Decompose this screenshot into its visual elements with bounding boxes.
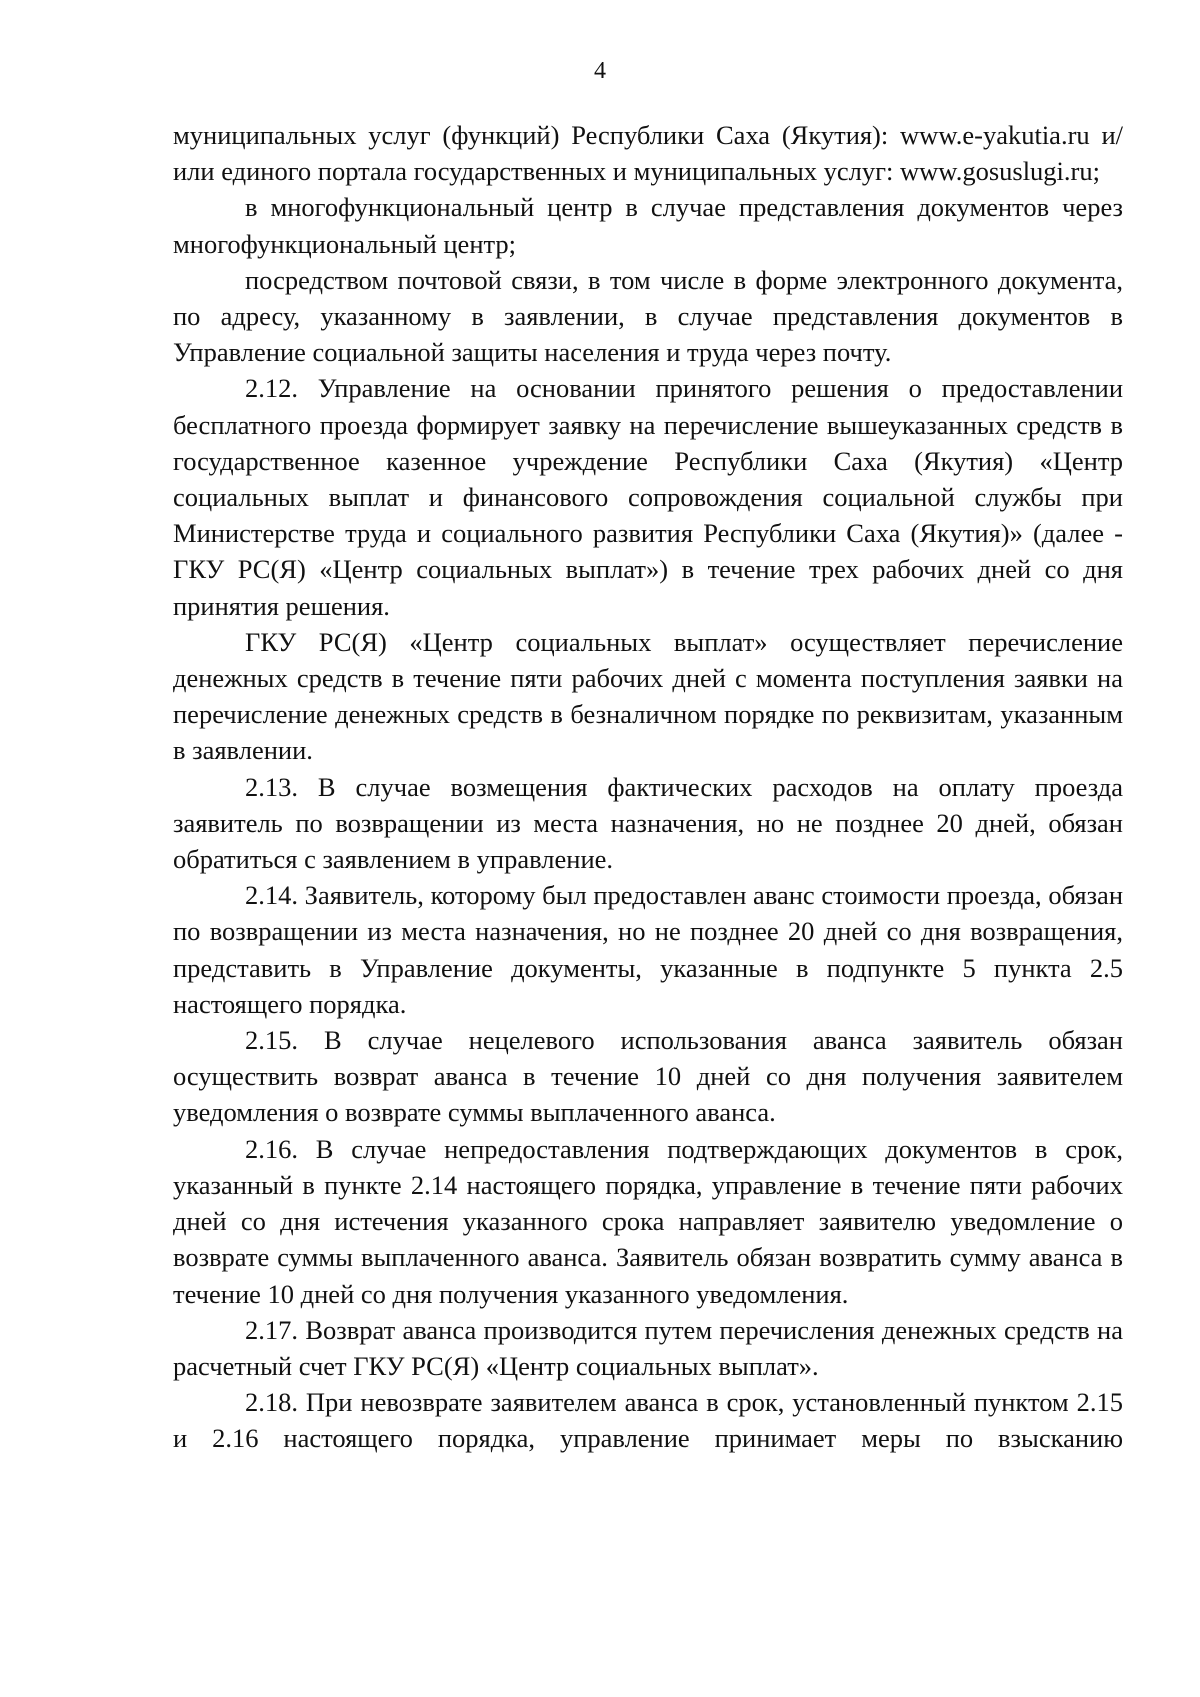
paragraph-2-13: 2.13. В случае возмещения фактических расходов на оплату проезда заявитель по возвращении из места назначения, но не позднее 20 дней, обязан обратиться с заявлением в управление. bbox=[173, 771, 1123, 875]
paragraph-continuation: муниципальных услуг (функций) Республики Саха (Якутия): www.e-yakutia.ru и/или единого портала государственных и муниципальных услуг: www.gosuslugi.ru; bbox=[173, 120, 1123, 187]
document-body bbox=[173, 117, 1123, 1457]
paragraph-mfc-delivery: в многофункциональный центр в случае представления документов через многофункциональный центр; bbox=[173, 192, 1123, 259]
paragraph-post-delivery: посредством почтовой связи, в том числе в форме электронного документа, по адресу, указанному в заявлении, в случае представления документов в Управление социальной защиты населения и труда через почту. bbox=[173, 264, 1123, 368]
paragraph-2-16: 2.16. В случае непредоставления подтверждающих документов в срок, указанный в пункте 2.14 настоящего порядка, управление в течение пяти рабочих дней со дня истечения указанного срока направляет заявителю уведомление о возврате суммы выплаченного аванса. Заявитель обязан возвратить сумму аванса в течение 10 дней со дня получения указанного уведомления. bbox=[173, 1133, 1123, 1309]
paragraph-2-15: 2.15. В случае нецелевого использования аванса заявитель обязан осуществить возврат аванса в течение 10 дней со дня получения заявителем уведомления о возврате суммы выплаченного аванса. bbox=[173, 1025, 1123, 1128]
page-number: 4 bbox=[594, 58, 606, 84]
paragraph-2-17: 2.17. Возврат аванса производится путем перечисления денежных средств на расчетный счет ГКУ РС(Я) «Центр социальных выплат». bbox=[173, 1314, 1123, 1381]
paragraph-2-12: 2.12. Управление на основании принятого решения о предоставлении бесплатного проезда формирует заявку на перечисление вышеуказанных средств в государственное казенное учреждение Республики Саха (Якутия) «Центр социальных выплат и финансового сопровождения социальной службы при Министерстве труда и социального развития Республики Саха (Якутия)» (далее - ГКУ РС(Я) «Центр социальных выплат») в течение трех рабочих дней со дня принятия решения. bbox=[173, 373, 1123, 621]
paragraph-gku-transfer: ГКУ РС(Я) «Центр социальных выплат» осуществляет перечисление денежных средств в течение пяти рабочих дней с момента поступления заявки на перечисление денежных средств в безналичном порядке по реквизитам, указанным в заявлении. bbox=[173, 626, 1123, 766]
paragraph-2-18: 2.18. При невозврате заявителем аванса в срок, установленный пунктом 2.15 и 2.16 настоящего порядка, управление принимает меры по взысканию bbox=[173, 1387, 1123, 1454]
paragraph-2-14: 2.14. Заявитель, которому был предоставлен аванс стоимости проезда, обязан по возвращении из места назначения, но не позднее 20 дней со дня возвращения, представить в Управление документы, указанные в подпункте 5 пункта 2.5 настоящего порядка. bbox=[173, 880, 1123, 1019]
